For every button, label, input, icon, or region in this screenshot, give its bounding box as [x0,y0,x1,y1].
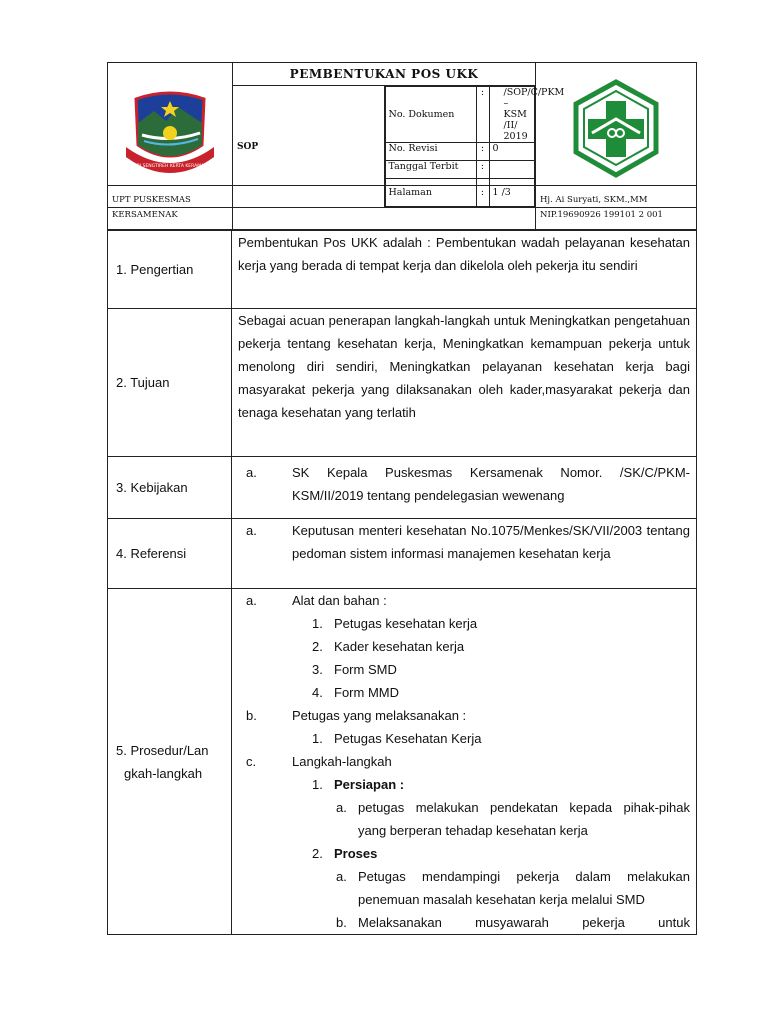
upt-row [107,185,697,230]
meta-key: Halaman [385,179,476,207]
meta-value-dokumen: /SOP/C/PKM –KSM /II/ 2019 [489,87,535,143]
section-label-line2: gkah-langkah [124,765,203,781]
section-pengertian [108,231,697,309]
signer-name: Hj. Ai Suryati, SKM.,MM [540,194,648,205]
step-title: Proses [334,846,378,861]
list-text: Melaksanakan musyawarah pekerja untuk [358,915,690,930]
meta-value-tanggal [489,161,535,179]
upt-name [108,186,233,230]
list-item [238,773,690,796]
list-marker: 2. [312,846,323,861]
section-tujuan [108,309,697,457]
list-marker: a. [336,800,347,815]
list-item [238,681,690,704]
list-item [238,658,690,681]
meta-colon: : [476,179,489,207]
meta-colon: : [476,87,489,143]
section-label: 1. Pengertian [108,231,232,309]
list-item [238,704,690,727]
meta-row [385,87,535,143]
list-marker: 2. [312,639,323,654]
list-marker: b. [336,915,347,930]
section-label: 2. Tujuan [108,309,232,457]
meta-row [385,143,535,161]
meta-key: Tanggal Terbit [385,161,476,179]
section-prosedur [108,589,697,935]
list-text: Kader kesehatan kerja [334,639,465,654]
list-text: Langkah-langkah [292,754,392,769]
step-title: Persiapan : [334,777,405,792]
list-text: Alat dan bahan : [292,593,387,608]
list-marker: a. [246,523,257,538]
list-marker: 4. [312,685,323,700]
emblem-motto: SIRI SENGTIREH KERTA KERAMAN [132,164,208,169]
meta-key: No. Dokumen [385,87,476,143]
section-label: 3. Kebijakan [108,457,232,519]
section-referensi [108,519,697,589]
list-marker: a. [246,465,257,480]
meta-colon: : [476,161,489,179]
meta-row [385,161,535,179]
list-marker: b. [246,708,257,723]
upt-name-line1: UPT PUSKESMAS [112,194,191,205]
list-item [238,796,690,842]
list-item [238,519,690,565]
signer [536,186,697,230]
list-text: Form MMD [334,685,399,700]
list-item [238,865,690,911]
list-text: Form SMD [334,662,397,677]
list-item [238,589,690,612]
signer-nip: NIP.19690926 199101 2 001 [540,209,663,220]
list-text: Petugas mendampingi pekerja dalam melakukan penemuan masalah kesehatan kerja melalui SMD [358,869,690,907]
list-item [238,750,690,773]
list-marker: a. [246,593,257,608]
list-text: Petugas yang melaksanakan : [292,708,467,723]
list-text: Petugas Kesehatan Kerja [334,731,482,746]
section-label: 4. Referensi [108,519,232,589]
list-marker: 1. [312,777,323,792]
list-text: Petugas kesehatan kerja [334,616,478,631]
section-text: Sebagai acuan penerapan langkah-langkah untuk Meningkatkan pengetahuan pekerja tentang kesehatan kerja, Meningkatkan kemampuan pekerja untuk menolong diri sendiri, Meningkatkan pelayanan kesehatan kerja bagi masyarakat pekerja yang dilaksanakan oleh kader,masyarakat pekerja dan tenaga kesehatan yang terlatih [232,309,697,457]
meta-key: No. Revisi [385,143,476,161]
sop-label: SOP [233,86,385,208]
upt-name-line2: KERSAMENAK [112,209,178,220]
upt-middle-blank [233,186,536,230]
list-item [238,461,690,507]
list-marker: a. [336,869,347,884]
document-title: PEMBENTUKAN POS UKK [233,63,536,86]
list-item [238,612,690,635]
list-item [238,842,690,865]
list-item [238,635,690,658]
section-kebijakan [108,457,697,519]
list-marker: 3. [312,662,323,677]
section-label [108,589,232,935]
sop-content-table [107,230,697,935]
list-marker: 1. [312,616,323,631]
list-item [238,727,690,750]
list-marker: 1. [312,731,323,746]
list-item [238,911,690,934]
list-text: petugas melakukan pendekatan kepada pihak-pihak yang berperan tehadap kesehatan kerja [358,800,690,838]
list-marker: c. [246,754,257,769]
list-text: Keputusan menteri kesehatan No.1075/Menkes/SK/VII/2003 tentang pedoman sistem informasi manajemen kesehatan kerja [292,523,690,561]
meta-value-revisi: 0 [489,143,535,161]
section-text: Pembentukan Pos UKK adalah : Pembentukan wadah pelayanan kesehatan kerja yang berada di tempat kerja dan dikelola oleh pekerja itu sendiri [232,231,697,309]
meta-colon: : [476,143,489,161]
list-text: SK Kepala Puskesmas Kersamenak Nomor. /SK/C/PKM-KSM/II/2019 tentang pendelegasian wewenang [292,465,690,503]
section-label-line1: 5. Prosedur/Lan [116,742,209,758]
meta-value-halaman: 1 /3 [489,179,535,207]
regency-emblem-icon [108,71,232,194]
